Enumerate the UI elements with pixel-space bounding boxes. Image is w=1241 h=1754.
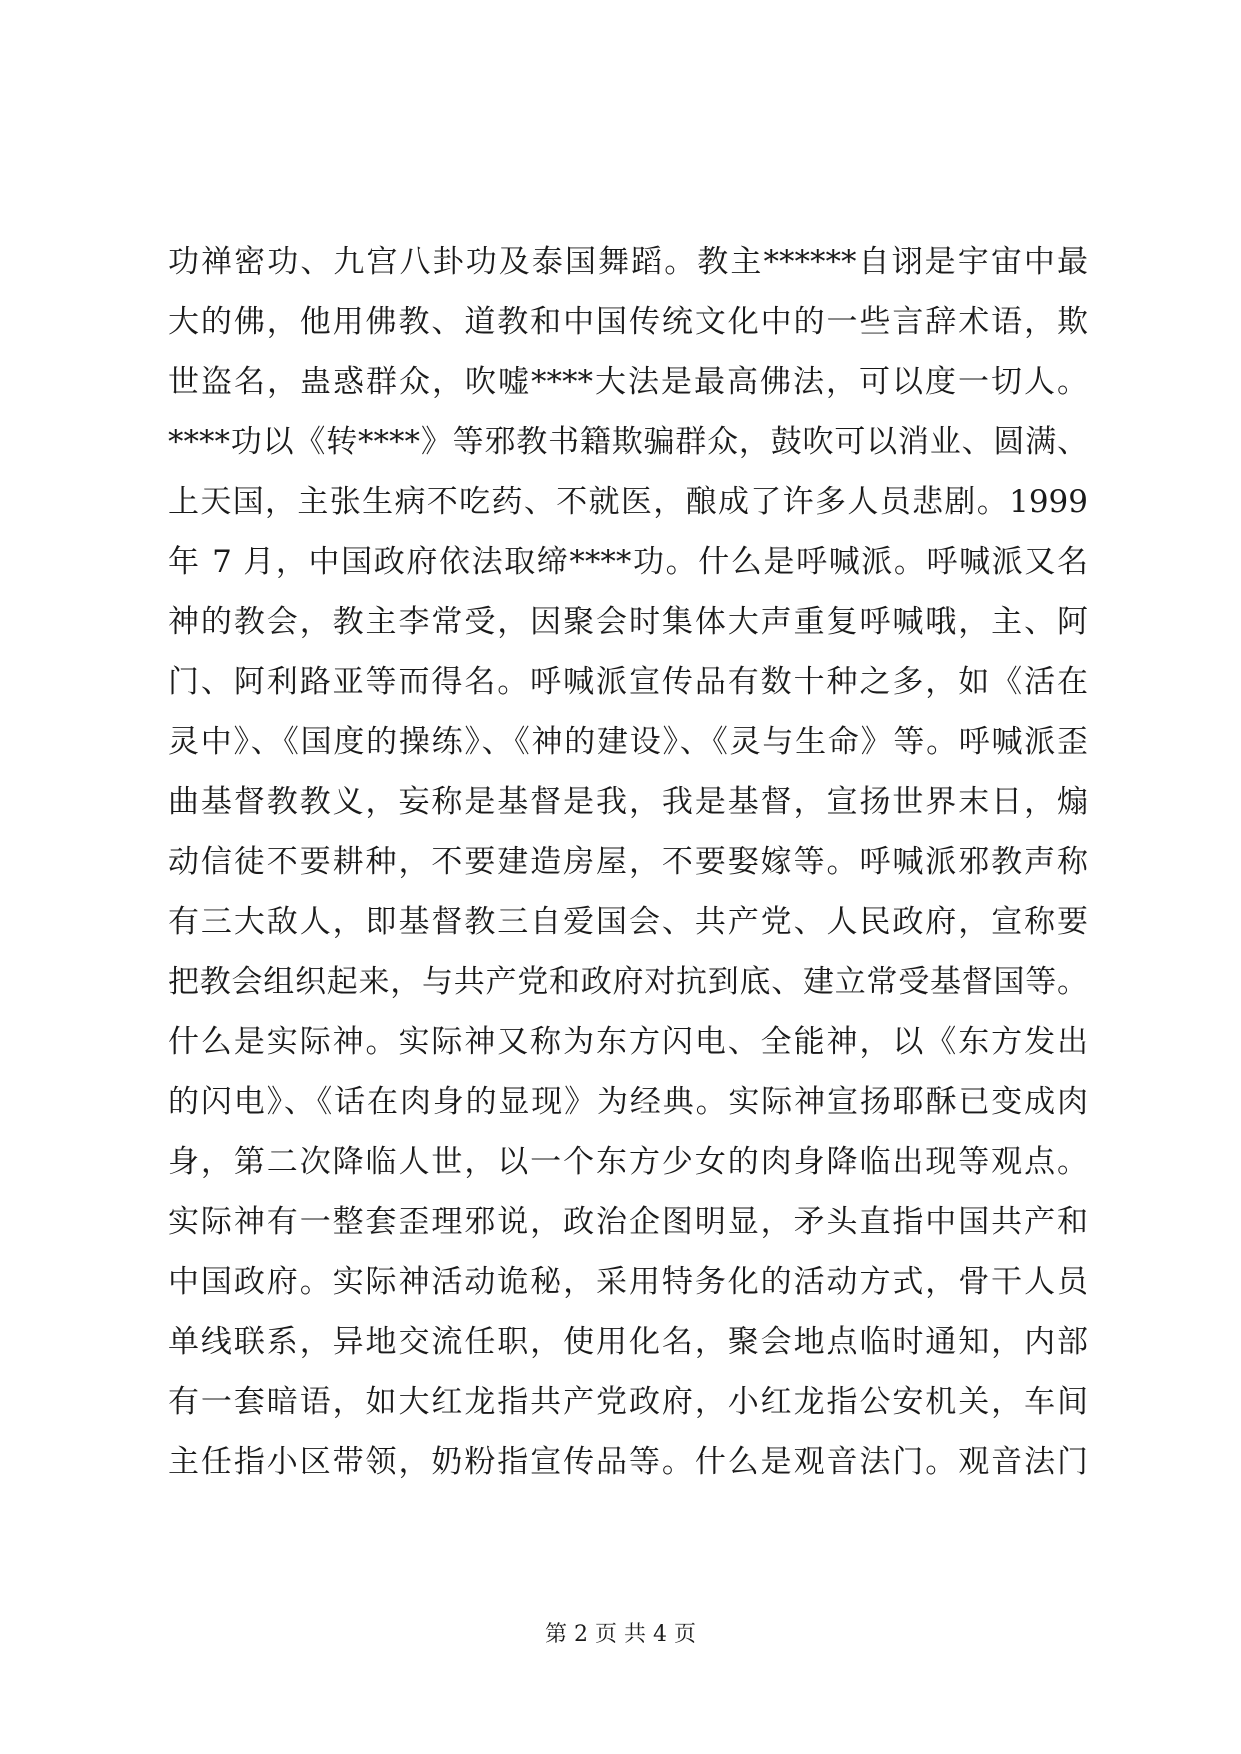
text-line: 有一套暗语，如大红龙指共产党政府，小红龙指公安机关，车间 — [168, 1384, 1088, 1420]
page-footer: 第 2 页 共 4 页 — [545, 1622, 696, 1647]
body-text — [168, 232, 1088, 1492]
text-line: ****功以《转****》等邪教书籍欺骗群众，鼓吹可以消业、圆满、 — [168, 424, 1088, 460]
text-line: 什么是实际神。实际神又称为东方闪电、全能神，以《东方发出 — [168, 1024, 1088, 1060]
text-line: 神的教会，教主李常受，因聚会时集体大声重复呼喊哦，主、阿 — [168, 604, 1088, 640]
text-line: 动信徒不要耕种，不要建造房屋，不要娶嫁等。呼喊派邪教声称 — [168, 844, 1088, 880]
text-line: 身，第二次降临人世，以一个东方少女的肉身降临出现等观点。 — [168, 1144, 1088, 1180]
text-line: 有三大敌人，即基督教三自爱国会、共产党、人民政府，宣称要 — [168, 904, 1088, 940]
text-line: 中国政府。实际神活动诡秘，采用特务化的活动方式，骨干人员 — [168, 1264, 1088, 1300]
text-line: 世盗名，蛊惑群众，吹嘘****大法是最高佛法，可以度一切人。 — [168, 364, 1088, 400]
text-line: 门、阿利路亚等而得名。呼喊派宣传品有数十种之多，如《活在 — [168, 664, 1088, 700]
text-line: 实际神有一整套歪理邪说，政治企图明显，矛头直指中国共产和 — [168, 1204, 1088, 1240]
text-line: 的闪电》、《话在肉身的显现》为经典。实际神宣扬耶酥已变成肉 — [168, 1084, 1088, 1120]
text-line: 灵中》、《国度的操练》、《神的建设》、《灵与生命》等。呼喊派歪 — [168, 724, 1088, 760]
text-line: 主任指小区带领，奶粉指宣传品等。什么是观音法门。观音法门 — [168, 1444, 1088, 1480]
text-line: 单线联系，异地交流任职，使用化名，聚会地点临时通知，内部 — [168, 1324, 1088, 1360]
text-line: 曲基督教教义，妄称是基督是我，我是基督，宣扬世界末日，煽 — [168, 784, 1088, 820]
text-line: 把教会组织起来，与共产党和政府对抗到底、建立常受基督国等。 — [168, 964, 1088, 1000]
text-line: 功禅密功、九宫八卦功及泰国舞蹈。教主******自诩是宇宙中最 — [168, 244, 1088, 280]
text-line: 大的佛，他用佛教、道教和中国传统文化中的一些言辞术语，欺 — [168, 304, 1088, 340]
text-line: 年 7 月，中国政府依法取缔****功。什么是呼喊派。呼喊派又名 — [168, 544, 1088, 580]
text-line: 上天国，主张生病不吃药、不就医，酿成了许多人员悲剧。1999 — [168, 484, 1088, 520]
